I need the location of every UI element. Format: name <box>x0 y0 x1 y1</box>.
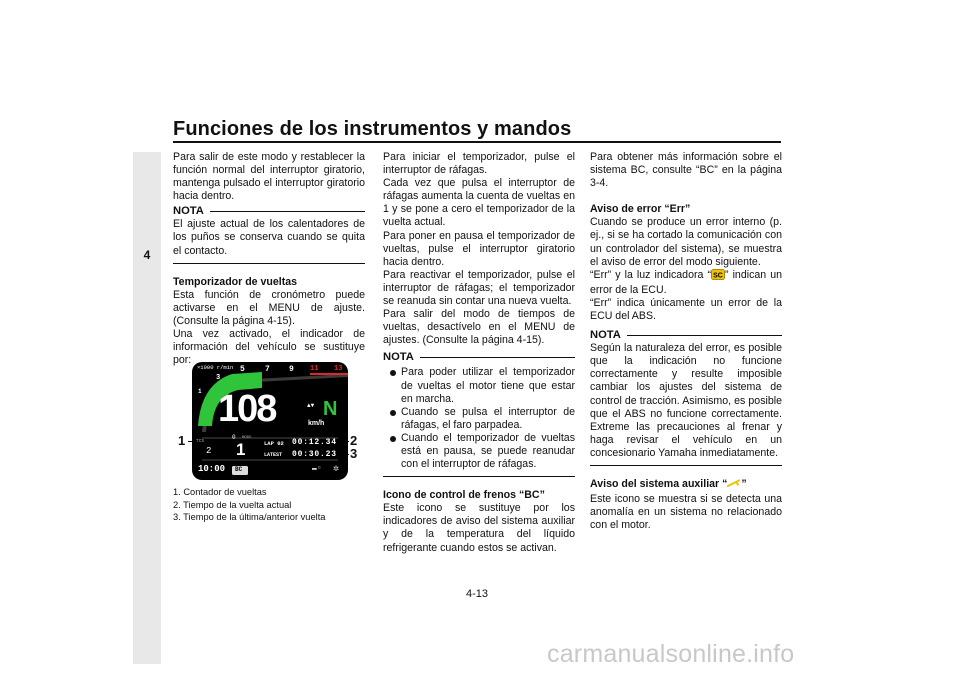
nota-bullets <box>383 366 575 471</box>
col2-paragraph-2: Cada vez que pulsa el interruptor de ráfagas aumenta la cuenta de vueltas en 1 y se pone a cero el temporizador de la vuelta actual. <box>383 177 575 229</box>
err-paragraph-3: “Err” indica únicamente un error de la ECU del ABS. <box>590 296 782 323</box>
section-heading-aux: Aviso del sistema auxiliar “ ” <box>590 478 782 493</box>
legend-item-1: 1. Contador de vueltas <box>173 487 267 497</box>
scale-11: 11 <box>310 365 319 373</box>
bullet-item: Para poder utilizar el temporizador de vueltas el motor tiene que estar en marcha. <box>383 366 575 405</box>
col2-paragraph-5: Para salir del modo de tiempos de vueltas, desactívelo en el MENU de ajustes. (Consulte la página 4-15). <box>383 308 575 347</box>
lap-timer-paragraph: Esta función de cronómetro puede activarse en el MENU de ajuste. (Consulte la página 4-15). <box>173 288 365 327</box>
legend-item-2: 2. Tiempo de la vuelta actual <box>173 499 292 510</box>
latest-lap-time: 00:30.23 <box>292 450 337 459</box>
col2-paragraph-4: Para reactivar el temporizador, pulse el interruptor de ráfagas; el temporizador se reanuda sin contar una nueva vuelta. <box>383 268 575 308</box>
bc-icon: BC <box>235 466 243 473</box>
callout-1: 1 <box>178 433 186 448</box>
column-3 <box>590 151 782 532</box>
lap-label: LAP 02 <box>264 440 284 447</box>
nota-box-1 <box>173 205 365 263</box>
scale-9: 9 <box>289 365 294 374</box>
header-rule <box>173 141 781 143</box>
legend-item-3: 3. Tiempo de la última/anterior vuelta <box>173 512 326 523</box>
scale-7: 7 <box>265 365 270 374</box>
bullet-item: Cuando el temporizador de vueltas está en pausa, se puede reanudar con el interruptor de ráfagas. <box>383 432 575 471</box>
gear-icon: ✲ <box>333 464 340 475</box>
bullet-item: Cuando se pulsa el interruptor de ráfagas, el faro parpadea. <box>383 406 575 432</box>
nota-label: NOTA <box>383 351 414 364</box>
lap-counter: 1 <box>236 440 246 459</box>
gear-indicator: N <box>323 398 338 420</box>
col3-paragraph-1: Para obtener más información sobre el sistema BC, consulte “BC” en la página 3-4. <box>590 151 782 190</box>
section-heading-bc: Icono de control de frenos “BC” <box>383 489 545 502</box>
nota-label: NOTA <box>173 205 204 218</box>
callout-2: 2 <box>350 433 358 448</box>
section-heading-err: Aviso de error “Err” <box>590 203 691 216</box>
nota-label: NOTA <box>590 329 621 342</box>
aux-paragraph: Este icono se muestra si se detecta una anomalía en un sistema no relacionado con el motor. <box>590 493 782 532</box>
nota-box-2 <box>383 351 575 477</box>
nota-text: Según la naturaleza del error, es posible que la indicación no funcione correctamente y resulte imposible cambiar los ajustes del sistema de control de tracción. Asimismo, es posible que el ABS no funcione correctamente. Extreme las precauciones al frenar y haga revisar el vehículo en un concesionario Yamaha inmediatamente. <box>590 342 782 459</box>
nota-box-3 <box>590 329 782 466</box>
bc-paragraph: Este icono se sustituye por los indicadores de aviso del sistema auxiliar y de la temperatura del líquido refrigerante cuando estos se activan. <box>383 502 575 554</box>
fuel-icon: ▬▫ <box>312 464 322 473</box>
chapter-number: 4 <box>143 248 151 262</box>
small-indicator: 2 <box>206 446 212 456</box>
speed-unit: km/h <box>308 420 325 427</box>
page-number: 4-13 <box>466 588 489 600</box>
sc-indicator-icon <box>711 269 725 284</box>
current-lap-time: 00:12.34 <box>292 438 337 447</box>
chapter-tab <box>133 152 161 664</box>
speed-value: 108 <box>218 388 276 430</box>
tcs-label: TCS <box>196 439 205 444</box>
mode-label: MODE <box>242 436 252 440</box>
wrench-icon <box>727 479 741 493</box>
col2-paragraph-1: Para iniciar el temporizador, pulse el interruptor de ráfagas. <box>383 151 575 177</box>
nota-text: El ajuste actual de los calentadores de los puños se conserva cuando se quita el contacto. <box>173 218 365 257</box>
err-paragraph-1: Cuando se produce un error interno (p. ej., si se ha cortado la comunicación con un controlador del sistema), se muestra el aviso de error del modo siguiente. <box>590 216 782 268</box>
column-1 <box>173 151 365 367</box>
watermark: carmanualsonline.info <box>547 640 795 668</box>
scale-5: 5 <box>240 365 245 374</box>
svg-text:SC: SC <box>713 272 723 280</box>
latest-label: LATEST <box>264 452 283 458</box>
intro-paragraph: Para salir de este modo y restablecer la función normal del interruptor giratorio, mantenga pulsado el interruptor giratorio hacia dentro. <box>173 151 365 203</box>
redline-marker <box>310 373 348 375</box>
col2-paragraph-3: Para poner en pausa el temporizador de vueltas, pulse el interruptor giratorio hacia dentro. <box>383 229 575 268</box>
instrument-display <box>192 362 348 480</box>
lap-timer-paragraph-2: Una vez activado, el indicador de información del vehículo se sustituye por: <box>173 328 365 367</box>
rpm-label: ×1000 r/min <box>197 364 234 371</box>
clock: 10:00 <box>198 464 226 474</box>
page-title: Funciones de los instrumentos y mandos <box>173 118 572 140</box>
scale-1: 1 <box>198 388 202 395</box>
gear-shift-icon: ▲▼ <box>307 402 315 409</box>
err-paragraph-2: “Err” y la luz indicadora “ SC ” indican un error de la ECU. <box>590 268 782 296</box>
column-2 <box>383 151 575 555</box>
scale-13: 13 <box>334 365 343 373</box>
callout-3: 3 <box>350 446 358 461</box>
mode-top: 0 <box>232 434 236 441</box>
figure-legend <box>173 486 325 524</box>
scale-3: 3 <box>216 374 221 382</box>
section-heading-lap-timer: Temporizador de vueltas <box>173 275 298 288</box>
